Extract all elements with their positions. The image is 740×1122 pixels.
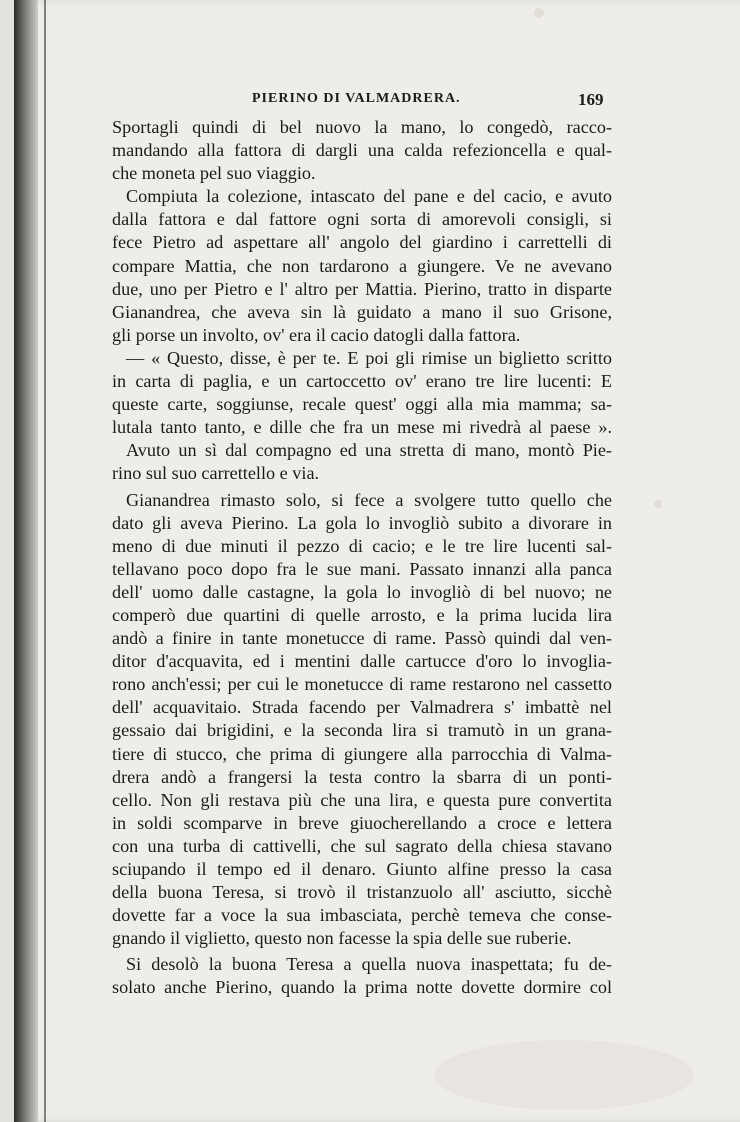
- text-line: dato gli aveva Pierino. La gola lo invogliò subito a divorare in: [112, 512, 612, 533]
- text-line: lutala tanto tanto, e dille che fra un mese mi rivedrà al paese ».: [112, 417, 612, 438]
- text-line: sciupando il tempo ed il denaro. Giunto alfine presso la casa: [112, 859, 612, 879]
- text-line: meno di due minuti il pezzo di cacio; e le tre lire lucenti sal-: [112, 535, 612, 556]
- text-line: tellavano poco dopo fra le sue mani. Passato innanzi alla panca: [112, 558, 612, 579]
- text-line: queste carte, soggiunse, recale quest' oggi alla mia mamma; sa-: [112, 394, 612, 415]
- text-line: dovette far a voce la sua imbasciata, perchè temeva che conse-: [112, 905, 612, 926]
- text-line: andò a finire in tante monetucce di rame. Passò quindi dal ven-: [112, 628, 612, 649]
- text-line: Gianandrea, che aveva sin là guidato a mano il suo Grisone,: [112, 301, 612, 322]
- text-line: dalla fattora e dal fattore ogni sorta di amorevoli consigli, si: [112, 209, 612, 230]
- text-line: due, uno per Pietro e l' altro per Mattia. Pierino, tratto in disparte: [112, 278, 612, 299]
- text-line: ditor d'acquavita, ed i mentini dalle cartucce d'oro lo invoglia-: [112, 651, 612, 672]
- text-line: in soldi scomparve in breve giuocherellando a croce e lettera: [112, 812, 612, 833]
- text-line: con una turba di cattivelli, che sul sagrato della chiesa stavano: [112, 835, 612, 856]
- ink-spot: [534, 8, 544, 18]
- text-line: gnando il viglietto, questo non facesse la spia delle sue ruberie.: [112, 928, 572, 949]
- text-line: Gianandrea rimasto solo, si fece a svolgere tutto quello che: [126, 489, 612, 510]
- text-line: mandando alla fattora di dargli una calda refezioncella e qual-: [112, 140, 612, 161]
- paper-stain: [434, 1040, 694, 1110]
- page-spine: [14, 0, 38, 1122]
- text-line: Compiuta la colezione, intascato del pane e del cacio, e avuto: [126, 186, 612, 207]
- text-line: — « Questo, disse, è per te. E poi gli rimise un biglietto scritto: [126, 347, 612, 368]
- page-number: 169: [578, 90, 604, 109]
- text-line: solato anche Pierino, quando la prima notte dovette dormire col: [112, 977, 612, 998]
- text-line: rino sul suo carrettello e via.: [112, 463, 320, 484]
- text-line: rono anch'essi; per cui le monetucce di rame restarono nel cassetto: [112, 674, 612, 695]
- text-line: Avuto un sì dal compagno ed una stretta di mano, montò Pie-: [126, 440, 612, 461]
- text-line: gessaio dai brigidini, e la seconda lira si tramutò in un grana-: [112, 720, 612, 741]
- text-line: compare Mattia, che non tardarono a giungere. Ve ne avevano: [112, 255, 612, 276]
- text-line: drera andò a frangersi la testa contro la sbarra di un ponti-: [112, 766, 612, 787]
- text-line: comperò due quartini di quelle arrosto, e la prima lucida lira: [112, 604, 612, 625]
- body-text: [112, 116, 612, 1000]
- text-line: della buona Teresa, si trovò il tristanzuolo all' asciutto, sicchè: [112, 882, 612, 903]
- running-head: PIERINO DI VALMADRERA.: [252, 91, 461, 106]
- ink-spot: [654, 500, 662, 508]
- text-line: Sportagli quindi di bel nuovo la mano, lo congedò, racco-: [112, 117, 612, 137]
- text-line: Si desolò la buona Teresa a quella nuova inaspettata; fu de-: [126, 954, 612, 975]
- gutter-line: [44, 0, 46, 1122]
- text-line: gli porse un involto, ov' era il cacio datogli dalla fattora.: [112, 324, 521, 345]
- text-line: fece Pietro ad aspettare all' angolo del giardino i carrettelli di: [112, 232, 612, 253]
- text-line: tiere di stucco, che prima di giungere alla parrocchia di Valma-: [112, 743, 612, 764]
- text-line: dell' uomo dalle castagne, la gola lo invogliò di bel nuovo; ne: [112, 581, 612, 602]
- text-line: in carta di paglia, e un cartoccetto ov' erano tre lire lucenti: E: [112, 371, 612, 392]
- text-line: dell' acquavitaio. Strada facendo per Valmadrera s' imbattè nel: [112, 697, 612, 718]
- text-line: che moneta pel suo viaggio.: [112, 163, 316, 184]
- text-line: cello. Non gli restava più che una lira, e questa pure convertita: [112, 789, 612, 810]
